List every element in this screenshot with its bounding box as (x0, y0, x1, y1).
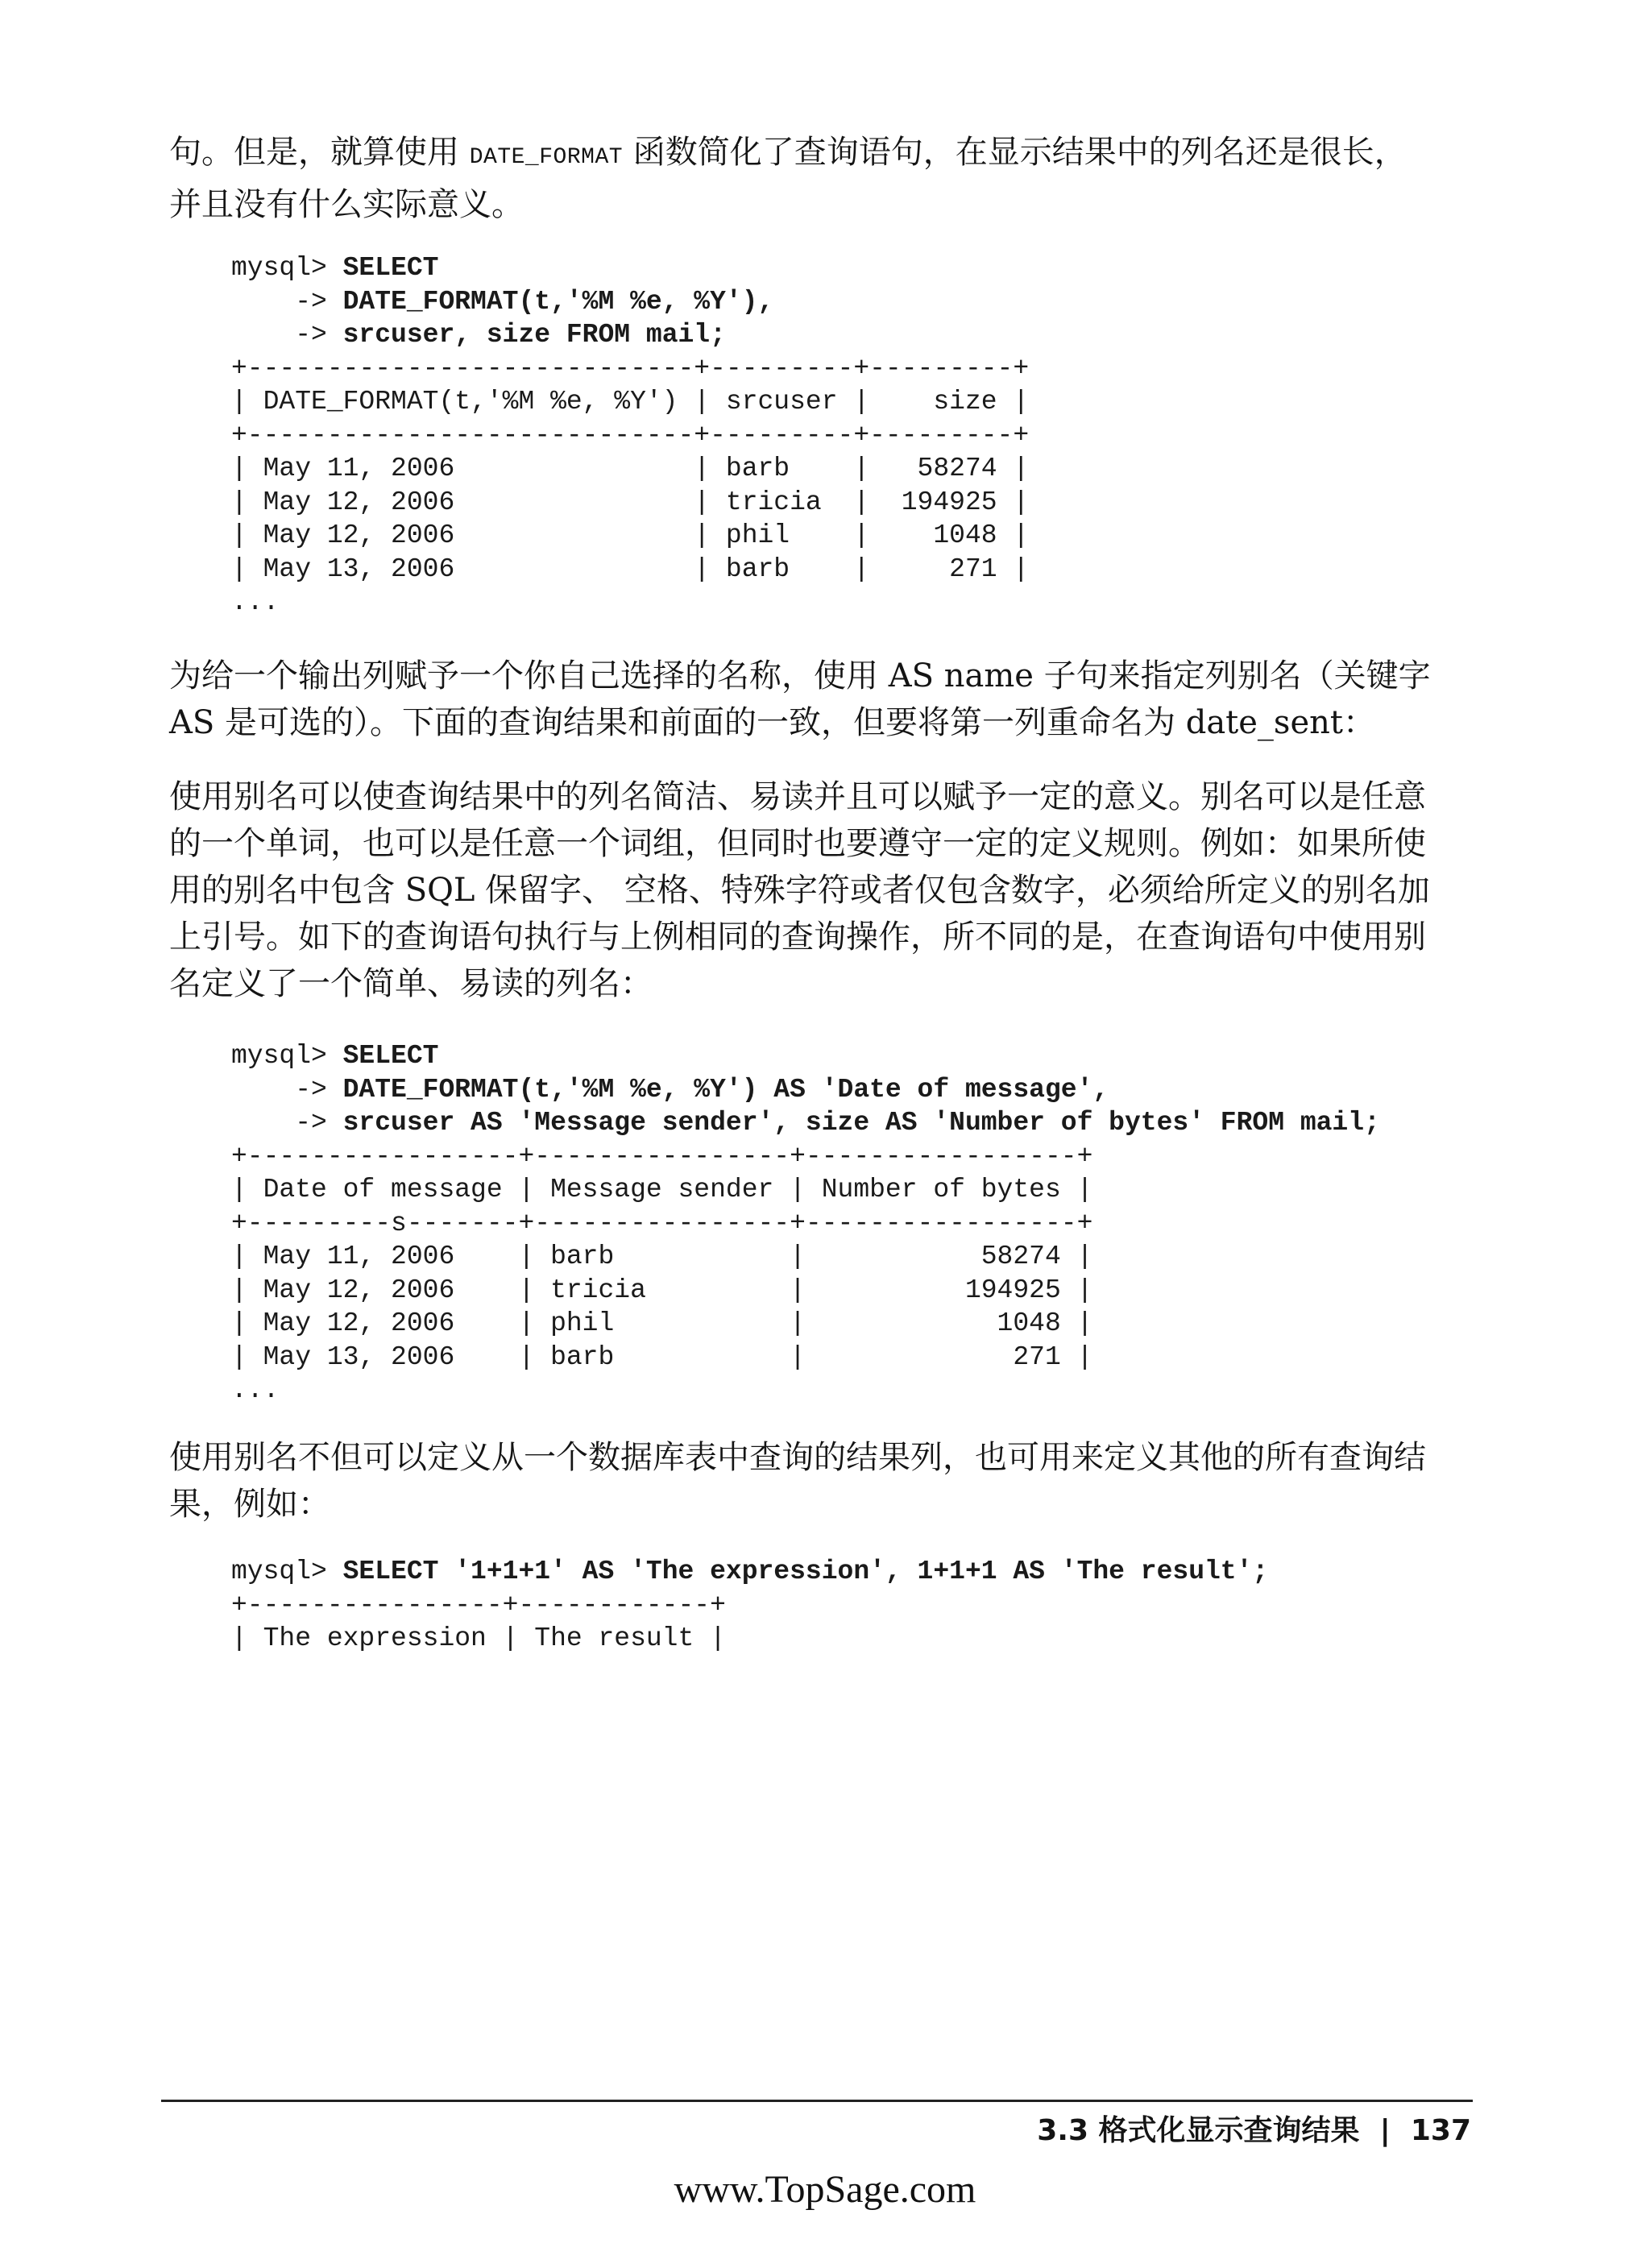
code-plain-text: -> (231, 1074, 343, 1105)
code-line (231, 1207, 1380, 1241)
code-line (231, 1039, 1380, 1073)
para3-line2: 的一个单词，也可以是任意一个词组，但同时也要遵守一定的定义规则。例如：如果所使 (169, 825, 1426, 862)
code-block-date-format (231, 251, 1029, 620)
para3-line3: 用的别名中包含 SQL 保留字、 空格、特殊字符或者仅包含数字，必须给所定义的别名加 (169, 872, 1430, 909)
para3-line5: 名定义了一个简单、易读的列名： (169, 965, 653, 1002)
code-plain-text: +----------------------------+---------+---------+ (231, 420, 1030, 450)
code-line (231, 251, 1029, 285)
code-plain-text: | DATE_FORMAT(t,'%M %e, %Y') | srcuser | size | (231, 387, 1030, 417)
code-sql-text: SELECT (342, 253, 439, 283)
code-plain-text: | May 11, 2006 | barb | 58274 | (231, 1242, 1093, 1271)
code-sql-text: SELECT (342, 1041, 439, 1071)
code-line (231, 1240, 1380, 1274)
code-plain-text: | May 13, 2006 | barb | 271 | (231, 554, 1030, 584)
intro-line2: 并且没有什么实际意义。 (169, 186, 524, 223)
page-number: 137 (1410, 2114, 1471, 2147)
code-line (231, 519, 1029, 553)
code-block-aliased-query (231, 1039, 1380, 1408)
code-line (231, 1374, 1380, 1408)
code-line (231, 1106, 1380, 1140)
code-sql-text: SELECT '1+1+1' AS 'The expression', 1+1+1 AS 'The result'; (342, 1557, 1269, 1586)
code-plain-text: ... (231, 1375, 280, 1405)
code-plain-text: | May 11, 2006 | barb | 58274 | (231, 454, 1030, 483)
para2-line2: AS 是可选的）。下面的查询结果和前面的一致，但要将第一列重命名为 date_sent： (169, 704, 1375, 741)
code-line (231, 1173, 1380, 1207)
code-plain-text: -> (231, 1108, 343, 1138)
code-line (231, 285, 1029, 319)
code-line (231, 1140, 1380, 1174)
code-line (231, 1555, 1268, 1589)
code-sql-text: srcuser, size FROM mail; (342, 320, 726, 350)
footer-section-title: 3.3 格式化显示查询结果 (1037, 2114, 1360, 2147)
watermark-url: www.TopSage.com (674, 2168, 976, 2211)
code-plain-text: mysql> (231, 253, 343, 283)
para2-line1: 为给一个输出列赋予一个你自己选择的名称，使用 AS name 子句来指定列别名（关键字 (169, 657, 1431, 694)
para3-line4: 上引号。如下的查询语句执行与上例相同的查询操作，所不同的是，在查询语句中使用别 (169, 918, 1426, 956)
code-line (231, 486, 1029, 520)
page-footer (1037, 2111, 1471, 2151)
code-plain-text: +---------s-------+----------------+-----------------+ (231, 1208, 1093, 1238)
code-line (231, 1622, 1268, 1656)
code-line (231, 1073, 1380, 1107)
para4-line2: 果，例如： (169, 1486, 330, 1523)
code-plain-text: +-----------------+----------------+-----------------+ (231, 1141, 1093, 1171)
code-line (231, 352, 1029, 386)
code-plain-text: | May 12, 2006 | phil | 1048 | (231, 1308, 1093, 1338)
code-plain-text: -> (231, 320, 343, 350)
footer-separator: | (1379, 2114, 1391, 2147)
code-line (231, 1589, 1268, 1623)
code-plain-text: ... (231, 587, 280, 617)
footer-rule (161, 2100, 1473, 2102)
code-plain-text: | May 12, 2006 | phil | 1048 | (231, 520, 1030, 550)
code-block-expression-query (231, 1555, 1268, 1656)
intro-line1-suffix: 函数简化了查询语句，在显示结果中的列名还是很长， (623, 134, 1407, 171)
code-sql-text: DATE_FORMAT(t,'%M %e, %Y') AS 'Date of message', (342, 1074, 1109, 1105)
code-plain-text: mysql> (231, 1041, 343, 1071)
code-line (231, 1307, 1380, 1341)
code-plain-text: +----------------+------------+ (231, 1590, 726, 1620)
alias-expression-paragraph (169, 1434, 1466, 1528)
intro-line1-prefix: 句。但是，就算使用 (169, 134, 470, 171)
code-sql-text: srcuser AS 'Message sender', size AS 'Number of bytes' FROM mail; (342, 1108, 1380, 1138)
code-line (231, 1341, 1380, 1374)
para4-line1: 使用别名不但可以定义从一个数据库表中查询的结果列，也可用来定义其他的所有查询结 (169, 1439, 1426, 1476)
code-plain-text: | Date of message | Message sender | Number of bytes | (231, 1175, 1093, 1204)
code-plain-text: -> (231, 286, 343, 317)
intro-inline-function: DATE_FORMAT (469, 145, 624, 170)
code-line (231, 553, 1029, 587)
code-plain-text: | May 12, 2006 | tricia | 194925 | (231, 487, 1030, 517)
code-line (231, 586, 1029, 620)
code-plain-text: | May 13, 2006 | barb | 271 | (231, 1341, 1093, 1372)
code-plain-text: | The expression | The result | (231, 1623, 726, 1653)
intro-paragraph (169, 129, 1466, 228)
para3-line1: 使用别名可以使查询结果中的列名简洁、易读并且可以赋予一定的意义。别名可以是任意 (169, 778, 1426, 815)
code-sql-text: DATE_FORMAT(t,'%M %e, %Y'), (342, 286, 774, 317)
code-line (231, 318, 1029, 352)
code-line (231, 1274, 1380, 1308)
code-line (231, 385, 1029, 419)
alias-rules-paragraph (169, 773, 1466, 1007)
code-plain-text: +----------------------------+---------+---------+ (231, 353, 1030, 384)
code-plain-text: | May 12, 2006 | tricia | 194925 | (231, 1275, 1093, 1305)
code-plain-text: mysql> (231, 1557, 343, 1586)
code-line (231, 419, 1029, 453)
code-line (231, 452, 1029, 486)
alias-intro-paragraph (169, 653, 1466, 746)
